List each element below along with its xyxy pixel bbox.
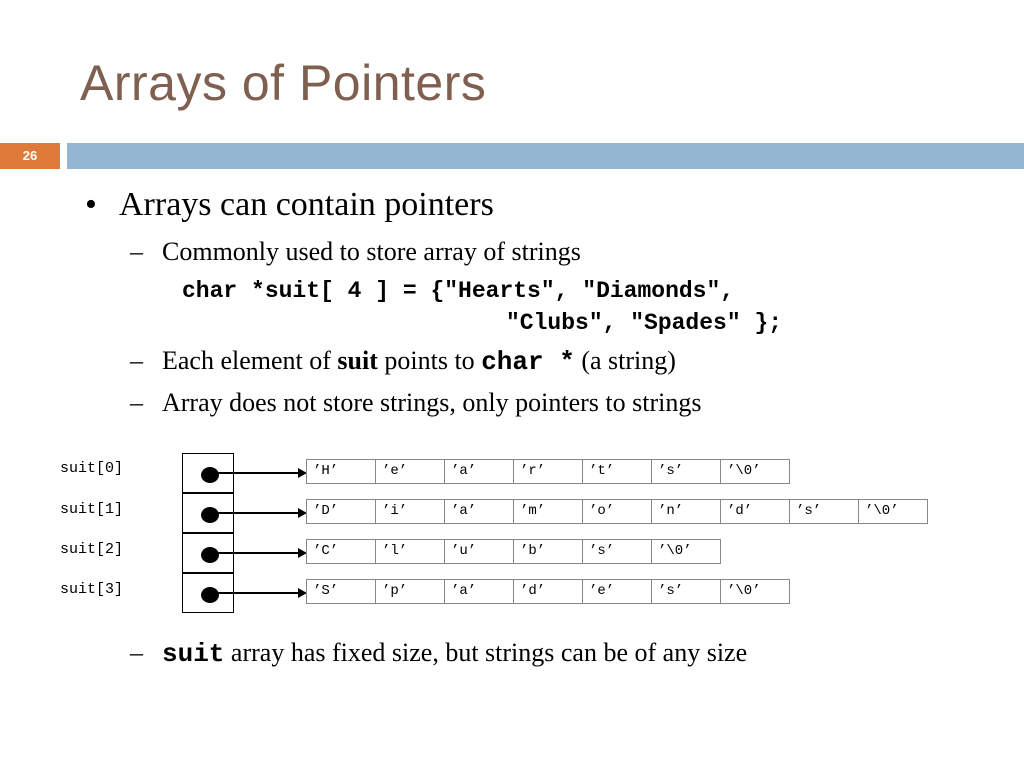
sub-bullet-2-mid: points to (377, 346, 482, 375)
sub-bullet-4-text: array has fixed size, but strings can be of any size (224, 638, 748, 667)
sub-bullet-2-pre: Each element of (162, 346, 338, 375)
char-cell: ’o’ (582, 499, 652, 524)
char-cell: ’\0’ (720, 579, 790, 604)
string-row (306, 459, 789, 484)
bullet-main (85, 186, 494, 224)
sub-bullet-1 (130, 237, 581, 267)
sub-bullet-3-text: Array does not store strings, only pointers to strings (162, 388, 702, 417)
char-cell: ’C’ (306, 539, 376, 564)
string-row (306, 499, 927, 524)
pointer-dot (201, 587, 219, 603)
char-cell: ’\0’ (720, 459, 790, 484)
array-label: suit[3] (60, 581, 124, 598)
dash: – (130, 346, 143, 375)
sub-bullet-4-code: suit (162, 639, 225, 669)
char-cell: ’s’ (789, 499, 859, 524)
char-cell: ’i’ (375, 499, 445, 524)
char-cell: ’s’ (651, 579, 721, 604)
char-cell: ’a’ (444, 579, 514, 604)
pointer-dot (201, 547, 219, 563)
char-cell: ’D’ (306, 499, 376, 524)
string-row (306, 579, 789, 604)
char-cell: ’m’ (513, 499, 583, 524)
char-cell: ’S’ (306, 579, 376, 604)
slide-title: Arrays of Pointers (80, 55, 487, 111)
char-cell: ’a’ (444, 499, 514, 524)
dash: – (130, 388, 143, 417)
code-line-2: "Clubs", "Spades" }; (506, 310, 783, 336)
char-cell: ’n’ (651, 499, 721, 524)
dash: – (130, 638, 143, 667)
bullet-main-text: Arrays can contain pointers (119, 186, 494, 223)
char-cell: ’t’ (582, 459, 652, 484)
string-row (306, 539, 720, 564)
array-label: suit[1] (60, 501, 124, 518)
pointer-arrow (209, 592, 301, 594)
pointer-dot (201, 467, 219, 483)
char-cell: ’p’ (375, 579, 445, 604)
char-cell: ’b’ (513, 539, 583, 564)
code-line-1: char *suit[ 4 ] = {"Hearts", "Diamonds", (182, 278, 735, 304)
char-cell: ’e’ (582, 579, 652, 604)
array-label: suit[0] (60, 460, 124, 477)
sub-bullet-2-bold: suit (337, 346, 378, 375)
pointer-dot (201, 507, 219, 523)
sub-bullet-1-text: Commonly used to store array of strings (162, 237, 581, 266)
sub-bullet-3 (130, 388, 701, 418)
char-cell: ’l’ (375, 539, 445, 564)
sub-bullet-2-code: char * (481, 347, 575, 377)
char-cell: ’H’ (306, 459, 376, 484)
char-cell: ’\0’ (651, 539, 721, 564)
char-cell: ’\0’ (858, 499, 928, 524)
sub-bullet-2-post: (a string) (574, 346, 676, 375)
char-cell: ’d’ (513, 579, 583, 604)
array-label: suit[2] (60, 541, 124, 558)
pointer-arrow (209, 512, 301, 514)
char-cell: ’u’ (444, 539, 514, 564)
slide-number: 26 (0, 143, 60, 169)
char-cell: ’d’ (720, 499, 790, 524)
char-cell: ’e’ (375, 459, 445, 484)
dash: – (130, 237, 143, 266)
header-bar (67, 143, 1024, 169)
char-cell: ’s’ (651, 459, 721, 484)
pointer-arrow (209, 552, 301, 554)
sub-bullet-2 (130, 346, 676, 377)
char-cell: ’r’ (513, 459, 583, 484)
sub-bullet-4 (130, 638, 747, 669)
char-cell: ’a’ (444, 459, 514, 484)
bullet-dot: • (85, 186, 97, 223)
char-cell: ’s’ (582, 539, 652, 564)
pointer-arrow (209, 472, 301, 474)
